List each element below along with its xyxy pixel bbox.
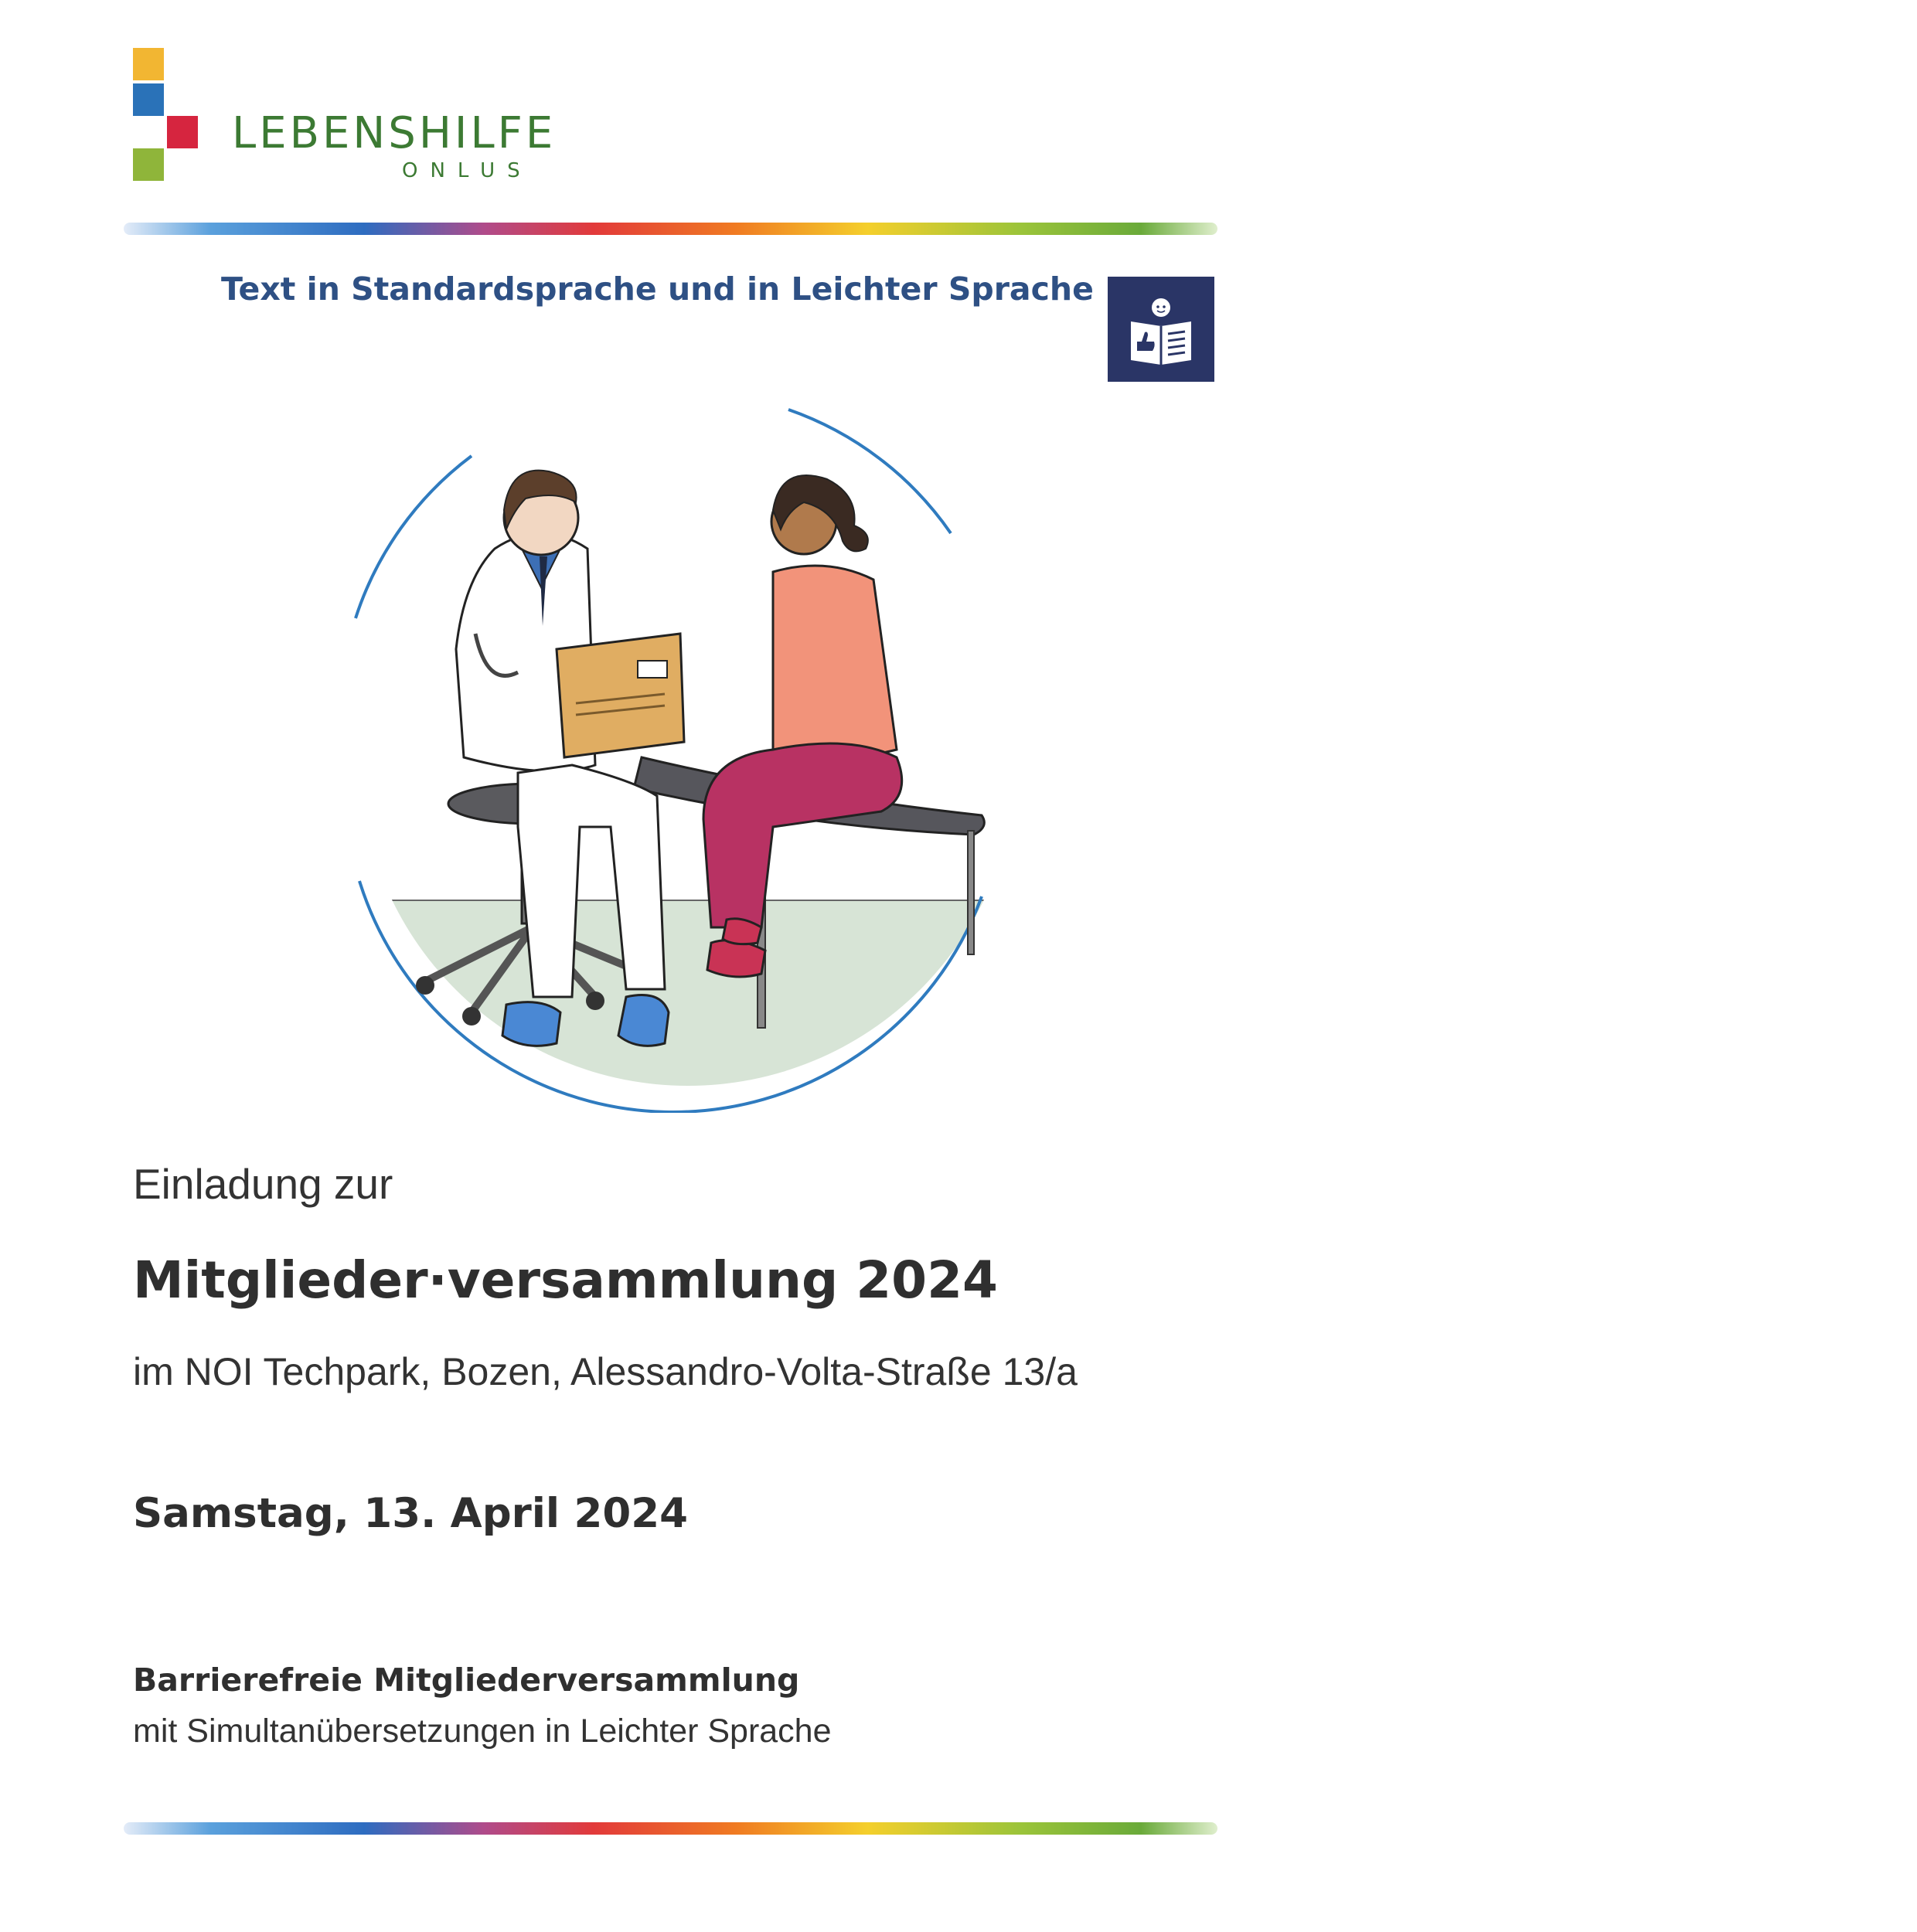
rainbow-divider-bottom — [124, 1822, 1217, 1835]
simultaneous-translation-note: mit Simultanübersetzungen in Leichter Sprache — [133, 1713, 832, 1750]
venue-line: im NOI Techpark, Bozen, Alessandro-Volta-Straße 13/a — [133, 1350, 1078, 1393]
page-title: Mitglieder·versammlung 2024 — [133, 1250, 998, 1310]
logo-square-yellow — [133, 48, 164, 80]
lebenshilfe-logo — [133, 45, 557, 184]
doctor-patient-illustration — [340, 394, 1036, 1113]
logo-square-green — [133, 148, 164, 181]
logo-square-red — [167, 116, 198, 148]
logo-name: LEBENSHILFE — [232, 108, 557, 158]
easy-language-label: Text in Standardsprache und in Leichter Sprache — [221, 270, 1094, 308]
invite-line: Einladung zur — [133, 1160, 393, 1208]
logo-subtitle: ONLUS — [402, 159, 533, 182]
easy-read-book-icon — [1108, 277, 1214, 382]
barrier-free-heading: Barrierefreie Mitgliederversammlung — [133, 1662, 800, 1699]
rainbow-divider-top — [124, 223, 1217, 235]
logo-square-blue — [133, 83, 164, 116]
event-date: Samstag, 13. April 2024 — [133, 1490, 689, 1537]
